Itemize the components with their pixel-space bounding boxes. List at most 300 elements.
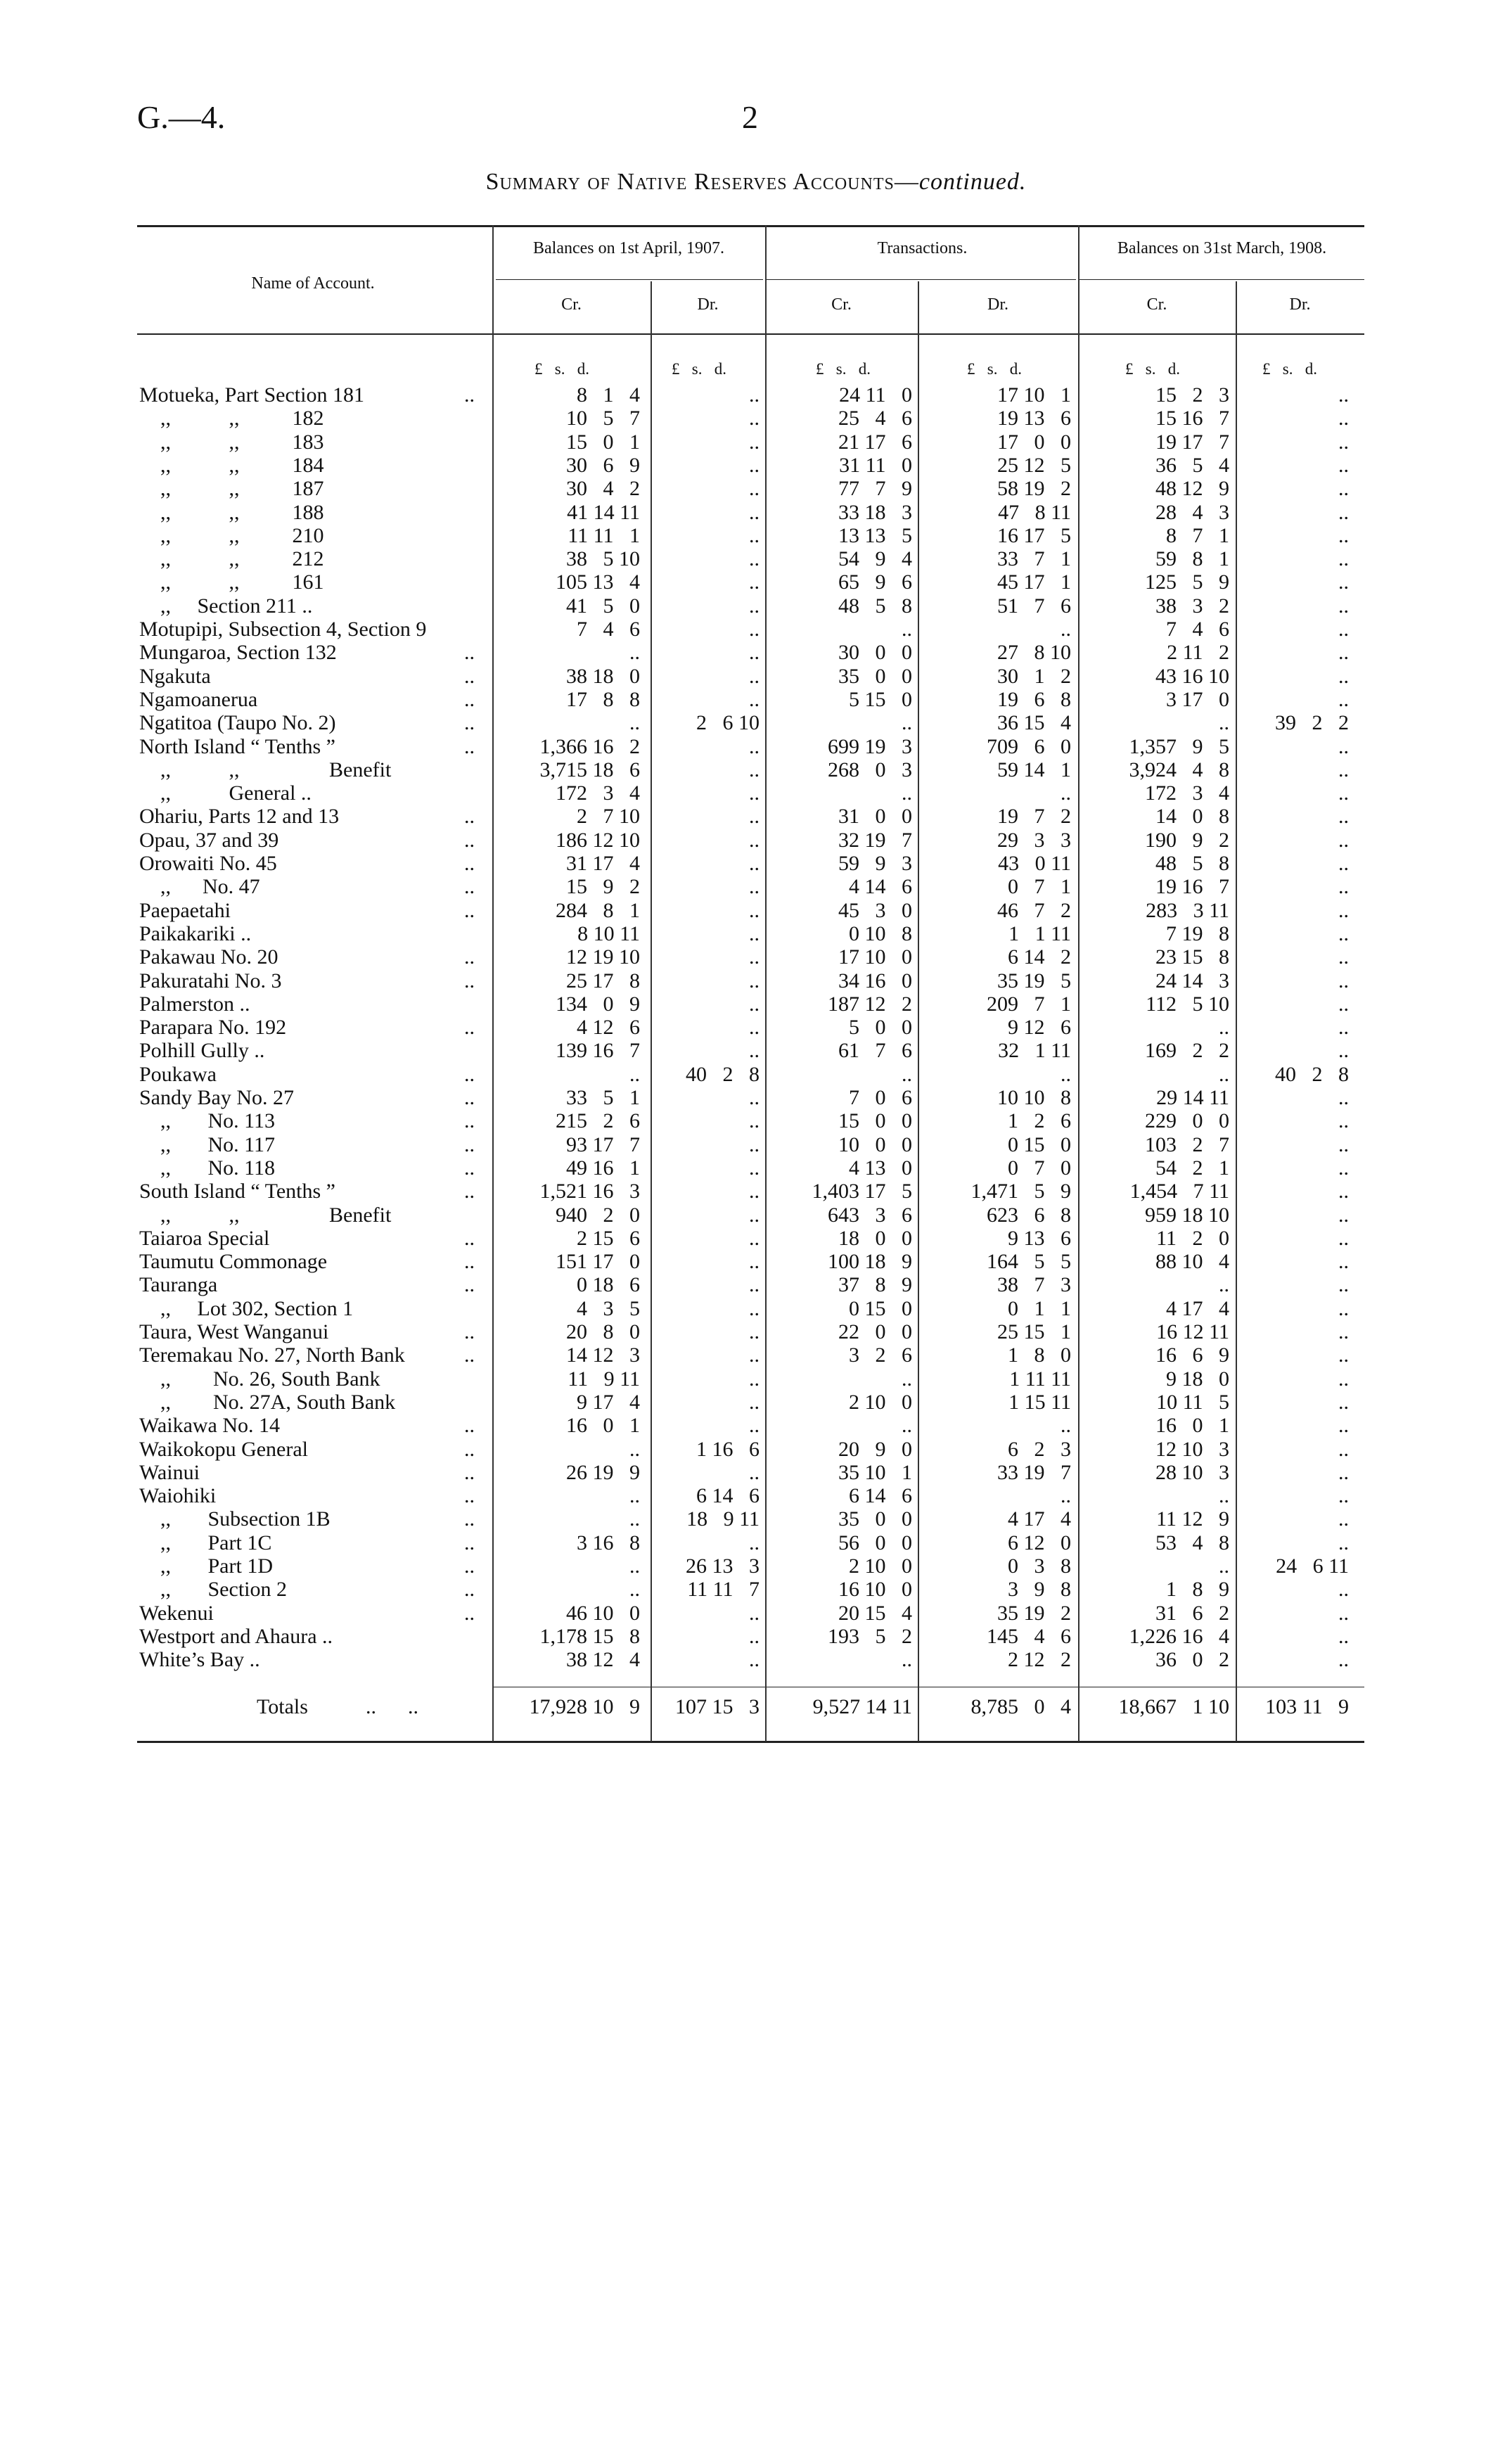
amount-cell: 1 11 11 [1009, 1367, 1071, 1391]
amount-cell: .. [1338, 898, 1349, 922]
amount-cell: 17 0 0 [997, 430, 1071, 454]
table-row [0, 1039, 1512, 1063]
amount-cell: 38 18 0 [566, 664, 640, 688]
amount-cell: 25 4 6 [838, 407, 912, 430]
col-cr-header: Cr. [1146, 295, 1167, 314]
amount-cell: 3 16 8 [577, 1531, 640, 1554]
amount-cell: 8 10 11 [577, 921, 640, 945]
amount-cell: .. [629, 1554, 640, 1578]
table-row [0, 1250, 1512, 1274]
amount-cell: 209 7 1 [987, 992, 1071, 1016]
leader-dots: .. [464, 805, 475, 829]
amount-cell: 40 2 8 [1275, 1062, 1349, 1086]
table-row [0, 570, 1512, 594]
amount-cell: .. [1338, 1367, 1349, 1391]
amount-cell: 29 14 11 [1156, 1086, 1229, 1109]
amount-cell: 16 0 1 [1155, 1414, 1229, 1438]
amount-cell: 10 10 8 [997, 1086, 1071, 1109]
table-row [0, 641, 1512, 665]
account-name: ,, ,, Benefit [139, 758, 392, 781]
amount-cell: 51 7 6 [997, 594, 1071, 618]
amount-cell: 9 13 6 [1008, 1226, 1071, 1250]
table-row [0, 454, 1512, 478]
amount-cell: .. [1338, 500, 1349, 524]
amount-cell: 268 0 3 [828, 758, 912, 781]
amount-cell: 10 0 0 [838, 1132, 912, 1156]
amount-cell: .. [1338, 1250, 1349, 1274]
account-name: ,, ,, 187 [139, 477, 324, 501]
amount-cell: 35 0 0 [838, 664, 912, 688]
amount-cell: 10 5 7 [566, 407, 640, 430]
account-name: Parapara No. 192 [139, 1016, 287, 1040]
amount-cell: .. [629, 641, 640, 665]
amount-cell: 709 6 0 [987, 734, 1071, 758]
table-row [0, 1391, 1512, 1414]
amount-cell: 15 2 3 [1155, 383, 1229, 407]
amount-cell: .. [1338, 641, 1349, 665]
amount-cell: .. [1338, 430, 1349, 454]
amount-cell: 20 8 0 [566, 1320, 640, 1343]
amount-cell: .. [629, 1484, 640, 1508]
table-row [0, 758, 1512, 782]
amount-cell: 77 7 9 [838, 477, 912, 501]
amount-cell: .. [749, 1531, 760, 1554]
amount-cell: 7 19 8 [1166, 921, 1229, 945]
amount-cell: .. [1338, 1320, 1349, 1343]
amount-cell: 172 3 4 [556, 781, 640, 805]
leader-dots: .. [464, 1437, 475, 1461]
table-row [0, 547, 1512, 571]
amount-cell: 16 12 11 [1156, 1320, 1229, 1343]
amount-cell: 23 15 8 [1155, 945, 1229, 969]
amount-cell: 32 19 7 [838, 828, 912, 852]
amount-cell: 11 9 11 [568, 1367, 640, 1391]
account-name: Wekenui [139, 1601, 214, 1625]
col-bal1908-header: Balances on 31st March, 1908. [1117, 239, 1327, 257]
leader-dots: .. [464, 828, 475, 852]
table-row [0, 1461, 1512, 1485]
amount-cell: 17 8 8 [566, 687, 640, 711]
amount-cell: 39 2 2 [1275, 711, 1349, 735]
amount-cell: .. [749, 921, 760, 945]
title-main: Summary of Native Reserves Accounts— [485, 169, 919, 195]
amount-cell: 11 12 9 [1156, 1507, 1229, 1531]
amount-cell: .. [749, 734, 760, 758]
account-name: ,, Lot 302, Section 1 [139, 1296, 354, 1320]
amount-cell: 7 0 6 [849, 1086, 912, 1109]
amount-cell: .. [749, 781, 760, 805]
amount-cell: .. [1338, 1460, 1349, 1484]
amount-cell: 1 2 6 [1008, 1109, 1071, 1133]
account-name: Poukawa [139, 1062, 217, 1086]
account-name: ,, ,, 210 [139, 523, 324, 547]
table-row [0, 1180, 1512, 1203]
amount-cell: 12 19 10 [566, 945, 640, 969]
amount-cell: .. [1338, 664, 1349, 688]
table-row [0, 1484, 1512, 1508]
amount-cell: 43 16 10 [1155, 664, 1229, 688]
account-name: Palmerston .. [139, 992, 250, 1016]
leader-dots: .. [464, 1601, 475, 1625]
amount-cell: 30 0 0 [838, 641, 912, 665]
amount-cell: 6 14 6 [849, 1484, 912, 1508]
account-name: Westport and Ahaura .. [139, 1624, 333, 1648]
amount-cell: .. [749, 1203, 760, 1227]
account-name: ,, ,, 161 [139, 570, 324, 594]
amount-cell: 19 16 7 [1155, 875, 1229, 899]
amount-cell: 7 4 6 [577, 618, 640, 641]
amount-cell: 284 8 1 [556, 898, 640, 922]
amount-cell: .. [1338, 1203, 1349, 1227]
amount-cell: 4 17 4 [1166, 1296, 1229, 1320]
amount-cell: 34 16 0 [838, 969, 912, 992]
amount-cell: .. [749, 1086, 760, 1109]
account-name: ,, ,, 184 [139, 453, 324, 477]
leader-dots: .. [464, 1414, 475, 1438]
amount-cell: 38 3 2 [1155, 594, 1229, 618]
account-name: Ngamoanerua [139, 687, 258, 711]
amount-cell: 48 12 9 [1155, 477, 1229, 501]
table-row [0, 1438, 1512, 1462]
account-name: ,, ,, 183 [139, 430, 324, 454]
col-dr-header: Dr. [697, 295, 719, 314]
account-name: ,, Section 2 [139, 1578, 287, 1602]
leader-dots: .. [464, 969, 475, 992]
amount-cell: 15 0 0 [838, 1109, 912, 1133]
amount-cell: 16 0 1 [566, 1414, 640, 1438]
amount-cell: 48 5 8 [838, 594, 912, 618]
totals-label: Totals [257, 1695, 308, 1718]
amount-cell: 36 5 4 [1155, 453, 1229, 477]
amount-cell: .. [1338, 875, 1349, 899]
account-name: Opau, 37 and 39 [139, 828, 279, 852]
leader-dots: .. [464, 1273, 475, 1297]
table-row [0, 1156, 1512, 1180]
amount-cell: 43 0 11 [998, 852, 1071, 875]
amount-cell: .. [749, 1250, 760, 1274]
amount-cell: 45 3 0 [838, 898, 912, 922]
totals-row [0, 1695, 1512, 1719]
amount-cell: 134 0 9 [556, 992, 640, 1016]
table-row [0, 852, 1512, 876]
amount-cell: .. [749, 875, 760, 899]
amount-cell: 0 18 6 [577, 1273, 640, 1297]
account-name: ,, No. 117 [139, 1132, 276, 1156]
title-suffix: continued. [918, 169, 1027, 195]
amount-cell: 699 19 3 [828, 734, 912, 758]
amount-cell: 3,715 18 6 [539, 758, 640, 781]
table-row [0, 1554, 1512, 1578]
amount-cell: .. [902, 1062, 912, 1086]
amount-cell: 15 16 7 [1155, 407, 1229, 430]
amount-cell: .. [749, 1460, 760, 1484]
amount-cell: 48 5 8 [1155, 852, 1229, 875]
amount-cell: 112 5 10 [1146, 992, 1229, 1016]
amount-cell: .. [1338, 1039, 1349, 1063]
leader-dots: .. [464, 1460, 475, 1484]
amount-cell: 2 10 0 [849, 1554, 912, 1578]
account-name: ,, General .. [139, 781, 312, 805]
amount-cell: .. [1338, 921, 1349, 945]
account-name: North Island “ Tenths ” [139, 734, 335, 758]
account-name: South Island “ Tenths ” [139, 1180, 335, 1203]
amount-cell: .. [749, 500, 760, 524]
amount-cell: 16 17 5 [997, 523, 1071, 547]
amount-cell: .. [749, 758, 760, 781]
amount-cell: .. [749, 1109, 760, 1133]
leader-dots: .. [464, 1250, 475, 1274]
amount-cell: 100 18 9 [828, 1250, 912, 1274]
leader-dots: .. [464, 1554, 475, 1578]
account-name: ,, ,, Benefit [139, 1203, 392, 1227]
amount-cell: 1,178 15 8 [539, 1624, 640, 1648]
col-transactions-header: Transactions. [877, 239, 968, 257]
amount-cell: 1,226 16 4 [1129, 1624, 1229, 1648]
table-row [0, 735, 1512, 759]
amount-cell: .. [749, 1601, 760, 1625]
amount-cell: .. [1219, 1484, 1229, 1508]
amount-cell: .. [1219, 1016, 1229, 1040]
account-name: Motupipi, Subsection 4, Section 9 [139, 618, 427, 641]
amount-cell: 2 15 6 [577, 1226, 640, 1250]
account-name: ,, Part 1C [139, 1531, 272, 1554]
amount-cell: 1 1 11 [1008, 921, 1071, 945]
table-row [0, 383, 1512, 407]
amount-cell: 1,454 7 11 [1129, 1180, 1229, 1203]
amount-cell: .. [749, 570, 760, 594]
amount-cell: .. [1338, 1273, 1349, 1297]
amount-cell: 4 13 0 [849, 1156, 912, 1180]
subhead-rule-1 [496, 279, 763, 280]
amount-cell: 169 2 2 [1145, 1039, 1229, 1063]
account-name: ,, No. 118 [139, 1156, 276, 1180]
amount-cell: 19 17 7 [1155, 430, 1229, 454]
amount-cell: 88 10 4 [1155, 1250, 1229, 1274]
leader-dots: .. [464, 383, 475, 407]
amount-cell: .. [749, 1343, 760, 1367]
account-name: Orowaiti No. 45 [139, 852, 277, 875]
amount-cell: .. [1219, 1062, 1229, 1086]
col-cr-header: Cr. [831, 295, 852, 314]
amount-cell: 643 3 6 [828, 1203, 912, 1227]
amount-cell: .. [749, 992, 760, 1016]
table-row [0, 1273, 1512, 1297]
amount-cell: 24 6 11 [1276, 1554, 1349, 1578]
amount-cell: .. [902, 1414, 912, 1438]
table-row [0, 1625, 1512, 1649]
amount-cell: 14 0 8 [1155, 805, 1229, 829]
account-name: Paikakariki .. [139, 921, 252, 945]
amount-cell: 1,357 9 5 [1129, 734, 1229, 758]
amount-cell: .. [1338, 992, 1349, 1016]
amount-cell: .. [1338, 758, 1349, 781]
leader-dots: .. [464, 1062, 475, 1086]
table-row [0, 1133, 1512, 1157]
amount-cell: .. [749, 1296, 760, 1320]
amount-cell: 93 17 7 [566, 1132, 640, 1156]
amount-cell: .. [749, 898, 760, 922]
amount-cell: .. [1338, 477, 1349, 501]
amount-cell: 18 9 11 [686, 1507, 760, 1531]
amount-cell: 190 9 2 [1145, 828, 1229, 852]
table-row [0, 1578, 1512, 1602]
col-dr-header: Dr. [1289, 295, 1311, 314]
col-cr-header: Cr. [561, 295, 582, 314]
amount-cell: 53 4 8 [1155, 1531, 1229, 1554]
table-row [0, 407, 1512, 430]
amount-cell: 16 6 9 [1155, 1343, 1229, 1367]
table-row [0, 1086, 1512, 1110]
account-name: ,, No. 26, South Bank [139, 1367, 380, 1391]
amount-cell: .. [749, 1648, 760, 1672]
amount-cell: .. [749, 852, 760, 875]
amount-cell: 33 18 3 [838, 500, 912, 524]
leader-dots: .. [464, 1156, 475, 1180]
amount-cell: .. [1338, 523, 1349, 547]
amount-cell: .. [629, 1437, 640, 1461]
account-name: ,, No. 47 [139, 875, 260, 899]
account-name: Taumutu Commonage [139, 1250, 328, 1274]
table-row [0, 829, 1512, 852]
table-row [0, 1531, 1512, 1555]
amount-cell: 15 9 2 [566, 875, 640, 899]
table-row [0, 922, 1512, 946]
amount-cell: .. [1338, 570, 1349, 594]
amount-cell: 20 15 4 [838, 1601, 912, 1625]
amount-cell: .. [1219, 1273, 1229, 1297]
leader-dots: .. [464, 687, 475, 711]
amount-cell: .. [1338, 1226, 1349, 1250]
amount-cell: .. [749, 1180, 760, 1203]
amount-cell: .. [629, 1062, 640, 1086]
leader-dots: .. [464, 1109, 475, 1133]
amount-cell: .. [1338, 1016, 1349, 1040]
page-title [0, 169, 1512, 196]
leader-dots: .. [464, 1578, 475, 1602]
amount-cell: 125 5 9 [1145, 570, 1229, 594]
amount-cell: 25 12 5 [997, 453, 1071, 477]
leader-dots: .. .. [366, 1695, 418, 1718]
amount-cell: 0 1 1 [1008, 1296, 1071, 1320]
table-row [0, 1602, 1512, 1626]
amount-cell: 7 4 6 [1166, 618, 1229, 641]
table-row [0, 875, 1512, 899]
amount-cell: 20 9 0 [838, 1437, 912, 1461]
amount-cell: .. [749, 641, 760, 665]
amount-cell: 0 15 0 [1008, 1132, 1071, 1156]
amount-cell: 151 17 0 [556, 1250, 640, 1274]
amount-cell: .. [749, 594, 760, 618]
table-row [0, 430, 1512, 454]
leader-dots: .. [464, 1343, 475, 1367]
amount-cell: 17 10 0 [838, 945, 912, 969]
amount-cell: 59 9 3 [838, 852, 912, 875]
amount-cell: .. [1338, 945, 1349, 969]
account-name: White’s Bay .. [139, 1648, 260, 1672]
amount-cell: .. [1338, 1296, 1349, 1320]
amount-cell: 65 9 6 [838, 570, 912, 594]
amount-cell: 11 11 7 [687, 1578, 760, 1602]
amount-cell: 9 12 6 [1008, 1016, 1071, 1040]
total-cell: 8,785 0 4 [970, 1695, 1071, 1718]
amount-cell: 172 3 4 [1145, 781, 1229, 805]
total-cell: 9,527 14 11 [812, 1695, 912, 1718]
account-name: Ngakuta [139, 664, 211, 688]
amount-cell: .. [1338, 1343, 1349, 1367]
account-name: Pakuratahi No. 3 [139, 969, 282, 992]
account-name: Wainui [139, 1460, 200, 1484]
account-name: ,, Subsection 1B [139, 1507, 331, 1531]
amount-cell: .. [1338, 1578, 1349, 1602]
col-bal1907-header: Balances on 1st April, 1907. [533, 239, 724, 257]
table-row [0, 618, 1512, 641]
amount-cell: 59 14 1 [997, 758, 1071, 781]
amount-cell: .. [749, 1273, 760, 1297]
table-bottom-rule [137, 1741, 1364, 1743]
amount-cell: 25 15 1 [997, 1320, 1071, 1343]
table-row [0, 594, 1512, 618]
amount-cell: 56 0 0 [838, 1531, 912, 1554]
table-header-rule [137, 333, 1364, 335]
table-row [0, 524, 1512, 548]
total-cell: 17,928 10 9 [529, 1695, 640, 1718]
amount-cell: 24 14 3 [1155, 969, 1229, 992]
amount-cell: 35 19 2 [997, 1601, 1071, 1625]
amount-cell: 11 2 0 [1156, 1226, 1229, 1250]
amount-cell: 0 15 0 [849, 1296, 912, 1320]
account-name: Ngatitoa (Taupo No. 2) [139, 711, 336, 735]
account-name: ,, ,, 212 [139, 547, 324, 571]
amount-cell: .. [749, 1226, 760, 1250]
amount-cell: 41 5 0 [566, 594, 640, 618]
amount-cell: .. [749, 618, 760, 641]
amount-cell: 6 14 6 [696, 1484, 760, 1508]
table-row [0, 477, 1512, 501]
amount-cell: 19 7 2 [997, 805, 1071, 829]
amount-cell: .. [1338, 1109, 1349, 1133]
amount-cell: 41 14 11 [567, 500, 640, 524]
amount-cell: 164 5 5 [987, 1250, 1071, 1274]
table-row [0, 1648, 1512, 1672]
amount-cell: 1 15 11 [1008, 1390, 1071, 1414]
amount-cell: 6 2 3 [1008, 1437, 1071, 1461]
amount-cell: 58 19 2 [997, 477, 1071, 501]
amount-cell: 19 6 8 [997, 687, 1071, 711]
table-row [0, 688, 1512, 712]
amount-cell: .. [1338, 594, 1349, 618]
leader-dots: .. [464, 1531, 475, 1554]
account-name: ,, ,, 182 [139, 407, 324, 430]
amount-cell: 18 0 0 [838, 1226, 912, 1250]
amount-cell: .. [902, 618, 912, 641]
amount-cell: 49 16 1 [566, 1156, 640, 1180]
amount-cell: .. [1338, 852, 1349, 875]
amount-cell: 32 1 11 [998, 1039, 1071, 1063]
amount-cell: .. [749, 1156, 760, 1180]
table-row [0, 1320, 1512, 1344]
account-name: Pakawau No. 20 [139, 945, 278, 969]
amount-cell: 54 2 1 [1155, 1156, 1229, 1180]
amount-cell: 3 9 8 [1008, 1578, 1071, 1602]
total-cell: 107 15 3 [675, 1695, 760, 1718]
amount-cell: 15 0 1 [566, 430, 640, 454]
amount-cell: 47 8 11 [998, 500, 1071, 524]
amount-cell: 26 19 9 [566, 1460, 640, 1484]
amount-cell: 31 0 0 [838, 805, 912, 829]
account-name: Mungaroa, Section 132 [139, 641, 337, 665]
amount-cell: 33 19 7 [997, 1460, 1071, 1484]
table-row [0, 945, 1512, 969]
